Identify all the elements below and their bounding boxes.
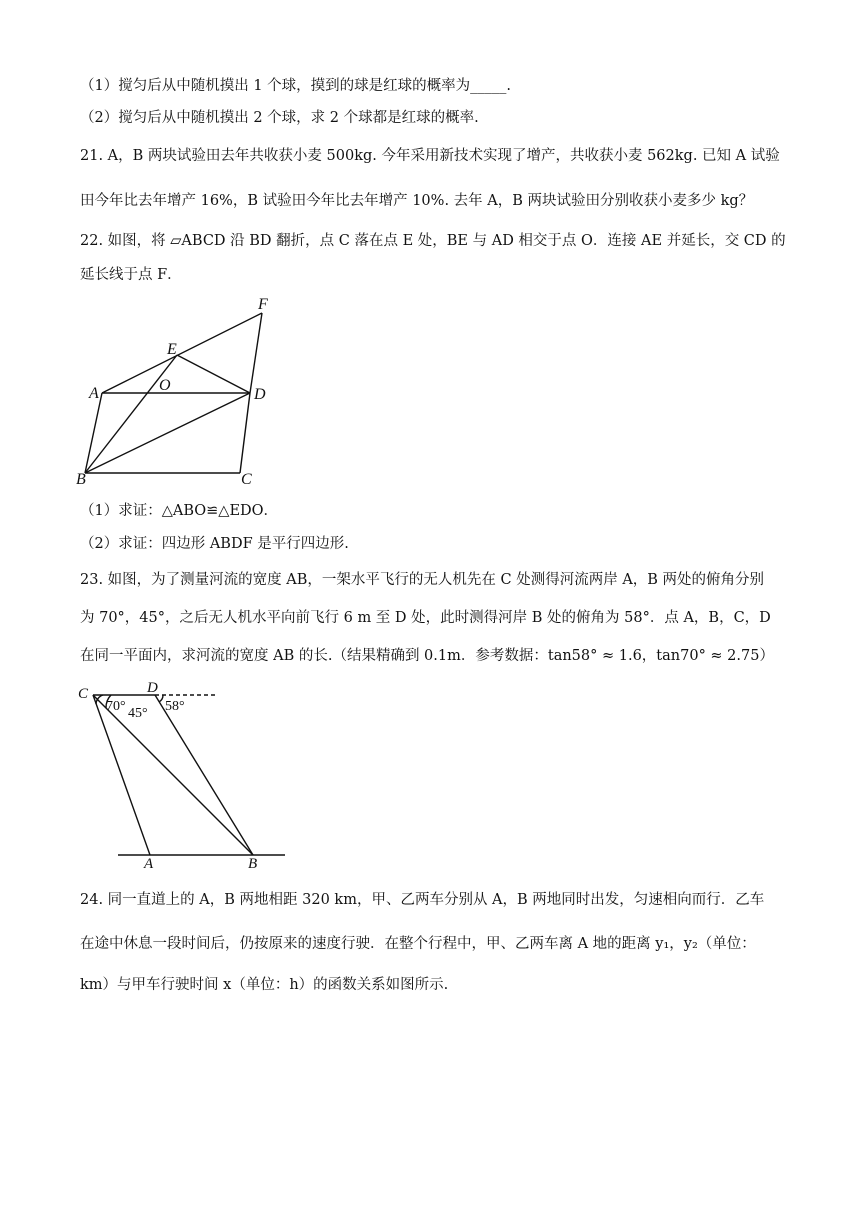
q22-line2: 延长线于点 F． xyxy=(80,267,182,283)
q20-part1: （1）搅匀后从中随机摸出 1 个球，摸到的球是红球的概率为_____. xyxy=(80,78,512,94)
label-D: D xyxy=(254,386,266,403)
q24-line3: km）与甲车行驶时间 x（单位：h）的函数关系如图所示. xyxy=(80,977,449,993)
q21-line2: 田今年比去年增产 16%，B 试验田今年比去年增产 10%. 去年 A，B 两块试验田分别收获小麦多少 kg？ xyxy=(80,193,754,209)
angle-45: 45° xyxy=(128,706,148,721)
label-B: B xyxy=(248,856,258,870)
q21-line1: 21. A，B 两块试验田去年共收获小麦 500kg. 今年采用新技术实现了增产，共收获小麦 562kg. 已知 A 试验 xyxy=(80,148,780,164)
angle-70: 70° xyxy=(106,699,126,714)
label-E: E xyxy=(167,341,177,358)
segment-ED xyxy=(177,355,250,393)
q24-line1: 24. 同一直道上的 A，B 两地相距 320 km，甲、乙两车分别从 A，B 两地同时出发，匀速相向而行．乙车 xyxy=(80,892,765,908)
segment-AF xyxy=(102,313,262,393)
segment-BD xyxy=(85,393,250,473)
segment-CD xyxy=(240,393,250,473)
segment-DF xyxy=(250,313,262,393)
label-A: A xyxy=(89,385,99,402)
label-B: B xyxy=(76,471,86,488)
arc-58 xyxy=(159,695,163,702)
q20-part2: （2）搅匀后从中随机摸出 2 个球，求 2 个球都是红球的概率. xyxy=(80,110,479,126)
q23-line3: 在同一平面内，求河流的宽度 AB 的长.（结果精确到 0.1m．参考数据：tan58° ≈ 1.6，tan70° ≈ 2.75） xyxy=(80,648,774,664)
segment-BE xyxy=(85,355,177,473)
q22-line1: 22. 如图，将 ▱ABCD 沿 BD 翻折，点 C 落在点 E 处，BE 与 AD 相交于点 O．连接 AE 并延长，交 CD 的 xyxy=(80,233,786,249)
angle-58: 58° xyxy=(165,699,185,714)
q22-part2: （2）求证：四边形 ABDF 是平行四边形. xyxy=(80,536,349,552)
q23-line2: 为 70°，45°，之后无人机水平向前飞行 6 m 至 D 处，此时测得河岸 B 处的俯角为 58°．点 A，B，C，D xyxy=(80,610,771,626)
label-D: D xyxy=(147,680,158,696)
label-O: O xyxy=(159,377,171,394)
label-A: A xyxy=(144,856,154,870)
sight-CB xyxy=(93,695,253,855)
q22-part1: （1）求证：△ABO≌△EDO． xyxy=(80,503,279,519)
q23-figure xyxy=(70,680,310,870)
q24-line2: 在途中休息一段时间后，仍按原来的速度行驶．在整个行程中，甲、乙两车离 A 地的距离 y₁，y₂（单位： xyxy=(80,936,756,952)
label-F: F xyxy=(258,296,268,313)
q23-line1: 23. 如图，为了测量河流的宽度 AB，一架水平飞行的无人机先在 C 处测得河流两岸 A，B 两处的俯角分别 xyxy=(80,572,765,588)
sight-DB xyxy=(155,695,253,855)
arc-70 xyxy=(96,695,103,704)
label-C: C xyxy=(241,471,252,488)
q22-figure xyxy=(70,290,290,490)
label-C: C xyxy=(78,686,89,702)
